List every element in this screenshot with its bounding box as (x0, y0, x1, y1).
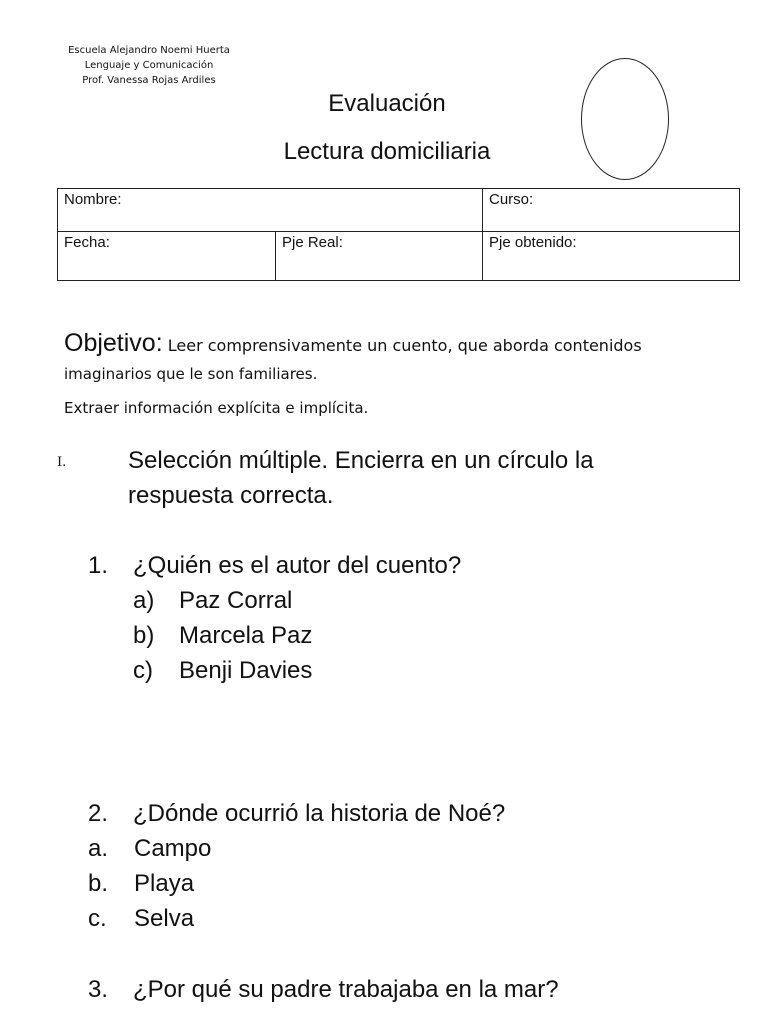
option-letter: a. (88, 835, 109, 862)
question-1 (88, 548, 461, 583)
option-1c[interactable] (133, 653, 312, 688)
question-text: ¿Por qué su padre trabajaba en la mar? (133, 976, 559, 1003)
option-letter: a) (133, 587, 155, 614)
option-text: Paz Corral (179, 587, 293, 614)
question-text: ¿Quién es el autor del cuento? (133, 552, 462, 579)
teacher-name: Prof. Vanessa Rojas Ardiles (82, 75, 216, 86)
question-3 (88, 972, 559, 1007)
option-letter: b. (88, 870, 109, 897)
page-title: Evaluación (328, 90, 446, 117)
subject-name: Lenguaje y Comunicación (84, 60, 214, 71)
student-info-table (57, 188, 740, 281)
question-2 (88, 796, 505, 831)
nombre-cell[interactable]: Nombre: (58, 189, 483, 232)
question-number: 2. (88, 800, 109, 827)
question-text: ¿Dónde ocurrió la historia de Noé? (133, 800, 506, 827)
section-instruction-line-1: Selección múltiple. Encierra en un círculo la (128, 447, 594, 474)
pje-real-cell[interactable]: Pje Real: (276, 232, 483, 281)
option-1b[interactable] (133, 618, 312, 653)
objective-text-3: Extraer información explícita e implícita. (64, 399, 369, 417)
objective-block (64, 331, 714, 419)
section-number: I. (57, 455, 67, 470)
option-letter: c) (133, 657, 153, 684)
objective-label: Objetivo: (64, 329, 163, 357)
objective-text-1: Leer comprensivamente un cuento, que aborda contenidos (167, 336, 642, 355)
school-name: Escuela Alejandro Noemi Huerta (68, 45, 230, 56)
section-instruction (128, 443, 728, 513)
option-text: Campo (134, 835, 212, 862)
curso-cell[interactable]: Curso: (483, 189, 740, 232)
option-letter: b) (133, 622, 155, 649)
objective-text-2: imaginarios que le son familiares. (64, 365, 318, 383)
option-text: Marcela Paz (179, 622, 313, 649)
option-2c[interactable] (88, 901, 194, 936)
page-subtitle: Lectura domiciliaria (283, 138, 491, 165)
option-text: Selva (134, 905, 195, 932)
school-header (54, 43, 244, 88)
question-number: 1. (88, 552, 109, 579)
option-2b[interactable] (88, 866, 194, 901)
option-1a[interactable] (133, 583, 292, 618)
option-letter: c. (88, 905, 107, 932)
fecha-cell[interactable]: Fecha: (58, 232, 276, 281)
option-text: Playa (134, 870, 195, 897)
option-2a[interactable] (88, 831, 211, 866)
section-instruction-line-2: respuesta correcta. (128, 482, 334, 509)
pje-obtenido-cell[interactable]: Pje obtenido: (483, 232, 740, 281)
question-number: 3. (88, 976, 109, 1003)
option-text: Benji Davies (179, 657, 313, 684)
